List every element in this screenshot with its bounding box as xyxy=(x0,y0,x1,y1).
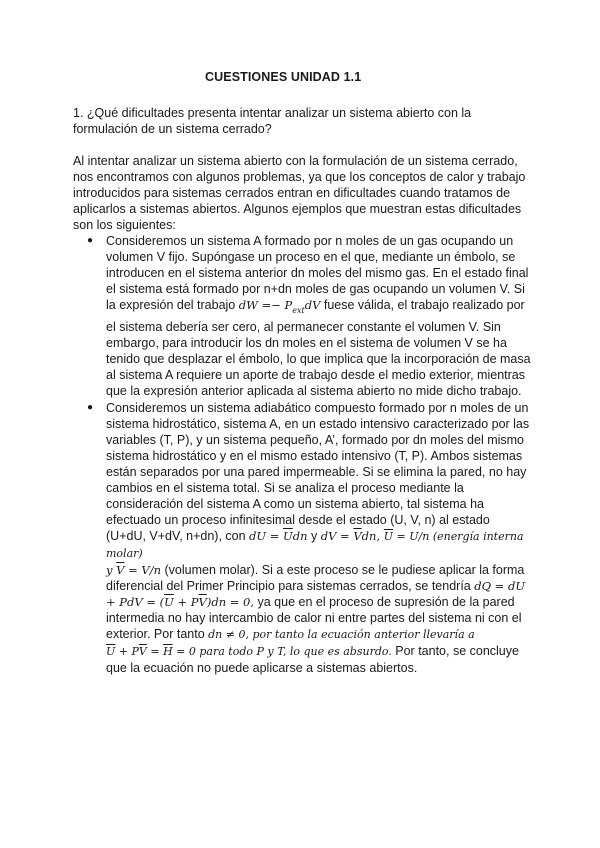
eq-work-subscript: ext xyxy=(292,306,305,315)
eq-dv-right: dn, xyxy=(361,529,384,543)
eq-dq-b: + P xyxy=(173,595,199,609)
equation-work xyxy=(238,298,321,315)
eq-h-a: + P xyxy=(115,645,139,658)
eq-dq-c: )dn = 0, xyxy=(206,595,255,609)
eq-h-c: = 0 para todo P y T, lo que es absurdo. xyxy=(172,645,392,658)
eq-u-bar: $\overline{U}$ xyxy=(383,530,394,543)
eq-work-left: dW =− P xyxy=(238,298,293,312)
equation-molar-volume xyxy=(106,563,161,577)
bullet2-text-b: (volumen molar). Si a este proceso se le pudiese aplicar la forma diferencial del Primer Principio para sistemas cerrados, se tendría xyxy=(106,563,525,593)
eq-dq-a: dQ = dU + PdV = ( xyxy=(106,579,526,609)
examples-list xyxy=(73,233,533,676)
eq-v-bar: $\overline{V}$ xyxy=(116,563,125,577)
equation-dn-nonzero: dn ≠ 0, por tanto la ecuación anterior llevaría a xyxy=(208,628,475,641)
eq-work-right: dV xyxy=(304,298,321,312)
eq-u-right: = U/n (energía interna molar) xyxy=(106,530,524,560)
eq-dq-bar2: $\overline{V}$ xyxy=(198,595,207,609)
eq-dv-bar: $\overline{V}$ xyxy=(353,529,362,543)
bullet1-text-b: fuese válida, el trabajo realizado por el sistema debería ser cero, al permanecer constante el volumen V. Sin embargo, para introducir los dn moles en el sistema de volumen V se ha tenido que desplazar el émbolo, lo que implica que la incorporación de masa al sistema A requiere un aporte de trabajo desde el medio exterior, mientras que la expresión anterior aplicada al sistema abierto no mide dicho trabajo. xyxy=(106,298,531,398)
eq-h-bar3: $\overline{H}$ xyxy=(163,645,173,658)
bullet-icon: ● xyxy=(87,235,94,246)
equation-enthalpy-zero xyxy=(106,645,392,658)
eq-h-bar1: $\overline{U}$ xyxy=(106,645,116,658)
bullet2-text-d: Por tanto, se concluye que la ecuación no puede aplicarse a sistemas abiertos. xyxy=(106,644,519,675)
page-title: CUESTIONES UNIDAD 1.1 xyxy=(205,70,362,84)
eq-v-left: y xyxy=(106,563,117,577)
question-text: 1. ¿Qué dificultades presenta intentar analizar un sistema abierto con la formulación de un sistema cerrado? xyxy=(73,106,472,136)
eq-du-right: dn xyxy=(292,529,308,543)
eq-h-b: = xyxy=(146,645,164,658)
bullet-icon: ● xyxy=(87,402,94,413)
bullet2-text-a: Consideremos un sistema adiabático compuesto formado por n moles de un sistema hidrostático, sistema A, en un estado intensivo caracterizado por las variables (T, P), y un sistema pequeño, A’, formado por dn moles del mismo sistema hidrostático y en el mismo estado intensivo (T, P). Ambos sistemas están separados por una pared impermeable. Si se elimina la pared, no hay cambios en el sistema total. Si se analiza el proceso mediante la consideración del sistema A como un sistema abierto, tal sistema ha efectuado un proceso infinitesimal desde el estado (U, V, n) al estado (U+dU, V+dV, n+dn), con xyxy=(106,401,530,543)
list-item-adiabatic-system xyxy=(73,400,533,676)
eq-du-bar: $\overline{U}$ xyxy=(283,529,293,543)
list-item-open-system-piston xyxy=(73,233,533,399)
eq-dv-left: dV = xyxy=(320,529,354,543)
bullet2-text-c: ya que en el proceso de supresión de la pared intermedia no hay intercambio de calor ni entre partes del sistema ni con el exterior. Por tanto xyxy=(106,595,522,641)
eq-du-left: dU = xyxy=(249,529,284,543)
intro-paragraph: Al intentar analizar un sistema abierto con la formulación de un sistema cerrado, nos encontramos con algunos problemas, ya que los conceptos de calor y trabajo introducidos para sistemas cerrados entran en dificultades cuando tratamos de aplicarlos a sistemas abiertos. Algunos ejemplos que muestran estas dificultades son los siguientes: xyxy=(73,154,526,232)
bullet1-text-a: Consideremos un sistema A formado por n moles de un gas ocupando un volumen V fijo. Supóngase un proceso en el que, mediante un émbolo, se introducen en el sistema anterior dn moles del mismo gas. En el estado final el sistema está formado por n+dn moles de gas ocupando un volumen V. Si la expresión del trabajo xyxy=(106,234,529,312)
eq-h-bar2: $\overline{V}$ xyxy=(138,645,147,658)
equation-dv xyxy=(321,529,384,543)
eq-dq-bar1: $\overline{U}$ xyxy=(164,595,174,609)
eq-v-right: = V/n xyxy=(124,563,162,577)
connector-y: y xyxy=(307,529,321,543)
equation-du xyxy=(249,529,308,543)
